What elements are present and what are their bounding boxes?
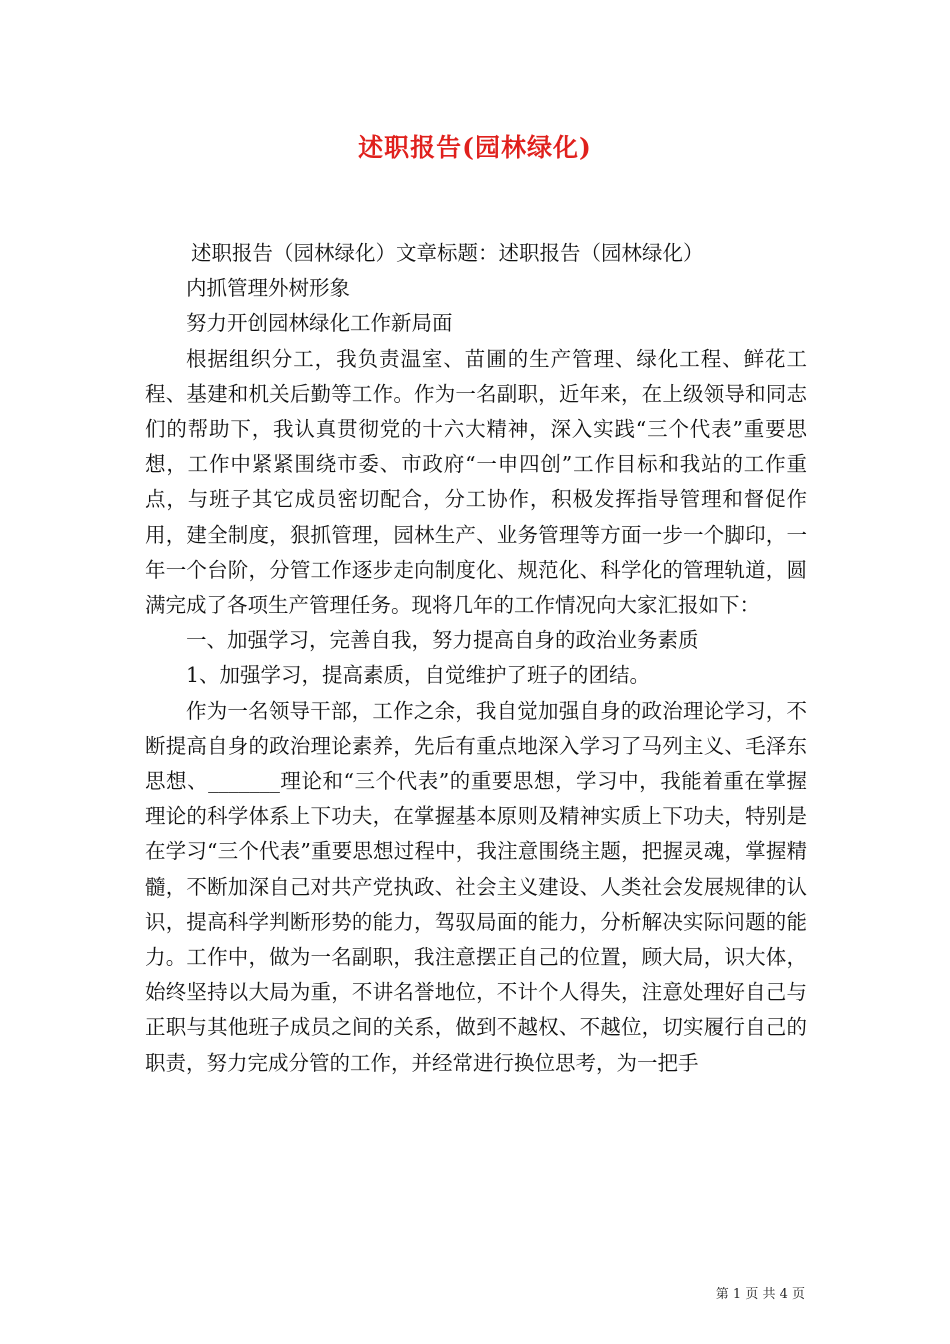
- paragraph-section-heading: 一、加强学习，完善自我，努力提高自身的政治业务素质: [186, 628, 699, 653]
- paragraph-intro: 根据组织分工，我负责温室、苗圃的生产管理、绿化工程、鲜花工程、基建和机关后勤等工作。作为一名副职，近年来，在上级领导和同志们的帮助下，我认真贯彻党的十六大精神，深入实践“三个代表”重要思想，工作中紧紧围绕市委、市政府“一申四创”工作目标和我站的工作重点，与班子其它成员密切配合，分工协作，积极发挥指导管理和督促作用，建全制度，狠抓管理，园林生产、业务管理等方面一步一个脚印，一年一个台阶，分管工作逐步走向制度化、规范化、科学化的管理轨道，圆满完成了各项生产管理任务。现将几年的工作情况向大家汇报如下：: [145, 346, 807, 618]
- document-body: [145, 236, 807, 1081]
- page-number: 第 1 页 共 4 页: [715, 1287, 805, 1302]
- paragraph-heading-line: 述职报告（园林绿化）文章标题：述职报告（园林绿化）: [191, 241, 704, 265]
- paragraph-subsection-heading: 1、加强学习，提高素质，自觉维护了班子的团结。: [186, 663, 651, 688]
- paragraph-study: 作为一名领导干部，工作之余，我自觉加强自身的政治理论学习，不断提高自身的政治理论素养，先后有重点地深入学习了马列主义、毛泽东思想、_______理论和“三个代表”的重要思想，学习中，我能着重在掌握理论的科学体系上下功夫，在掌握基本原则及精神实质上下功夫，特别是在学习“三个代表”重要思想过程中，我注意围绕主题，把握灵魂，掌握精髓，不断加深自己对共产党执政、社会主义建设、人类社会发展规律的认识，提高科学判断形势的能力，驾驭局面的能力，分析解决实际问题的能力。工作中，做为一名副职，我注意摆正自己的位置，顾大局，识大体，始终坚持以大局为重，不讲名誉地位，不计个人得失，注意处理好自己与正职与其他班子成员之间的关系，做到不越权、不越位，切实履行自己的职责，努力完成分管的工作，并经常进行换位思考，为一把手: [145, 698, 807, 1075]
- document-title: 述职报告(园林绿化): [358, 133, 592, 162]
- paragraph-subtitle-1: 内抓管理外树形象: [186, 276, 350, 301]
- paragraph-subtitle-2: 努力开创园林绿化工作新局面: [186, 311, 453, 336]
